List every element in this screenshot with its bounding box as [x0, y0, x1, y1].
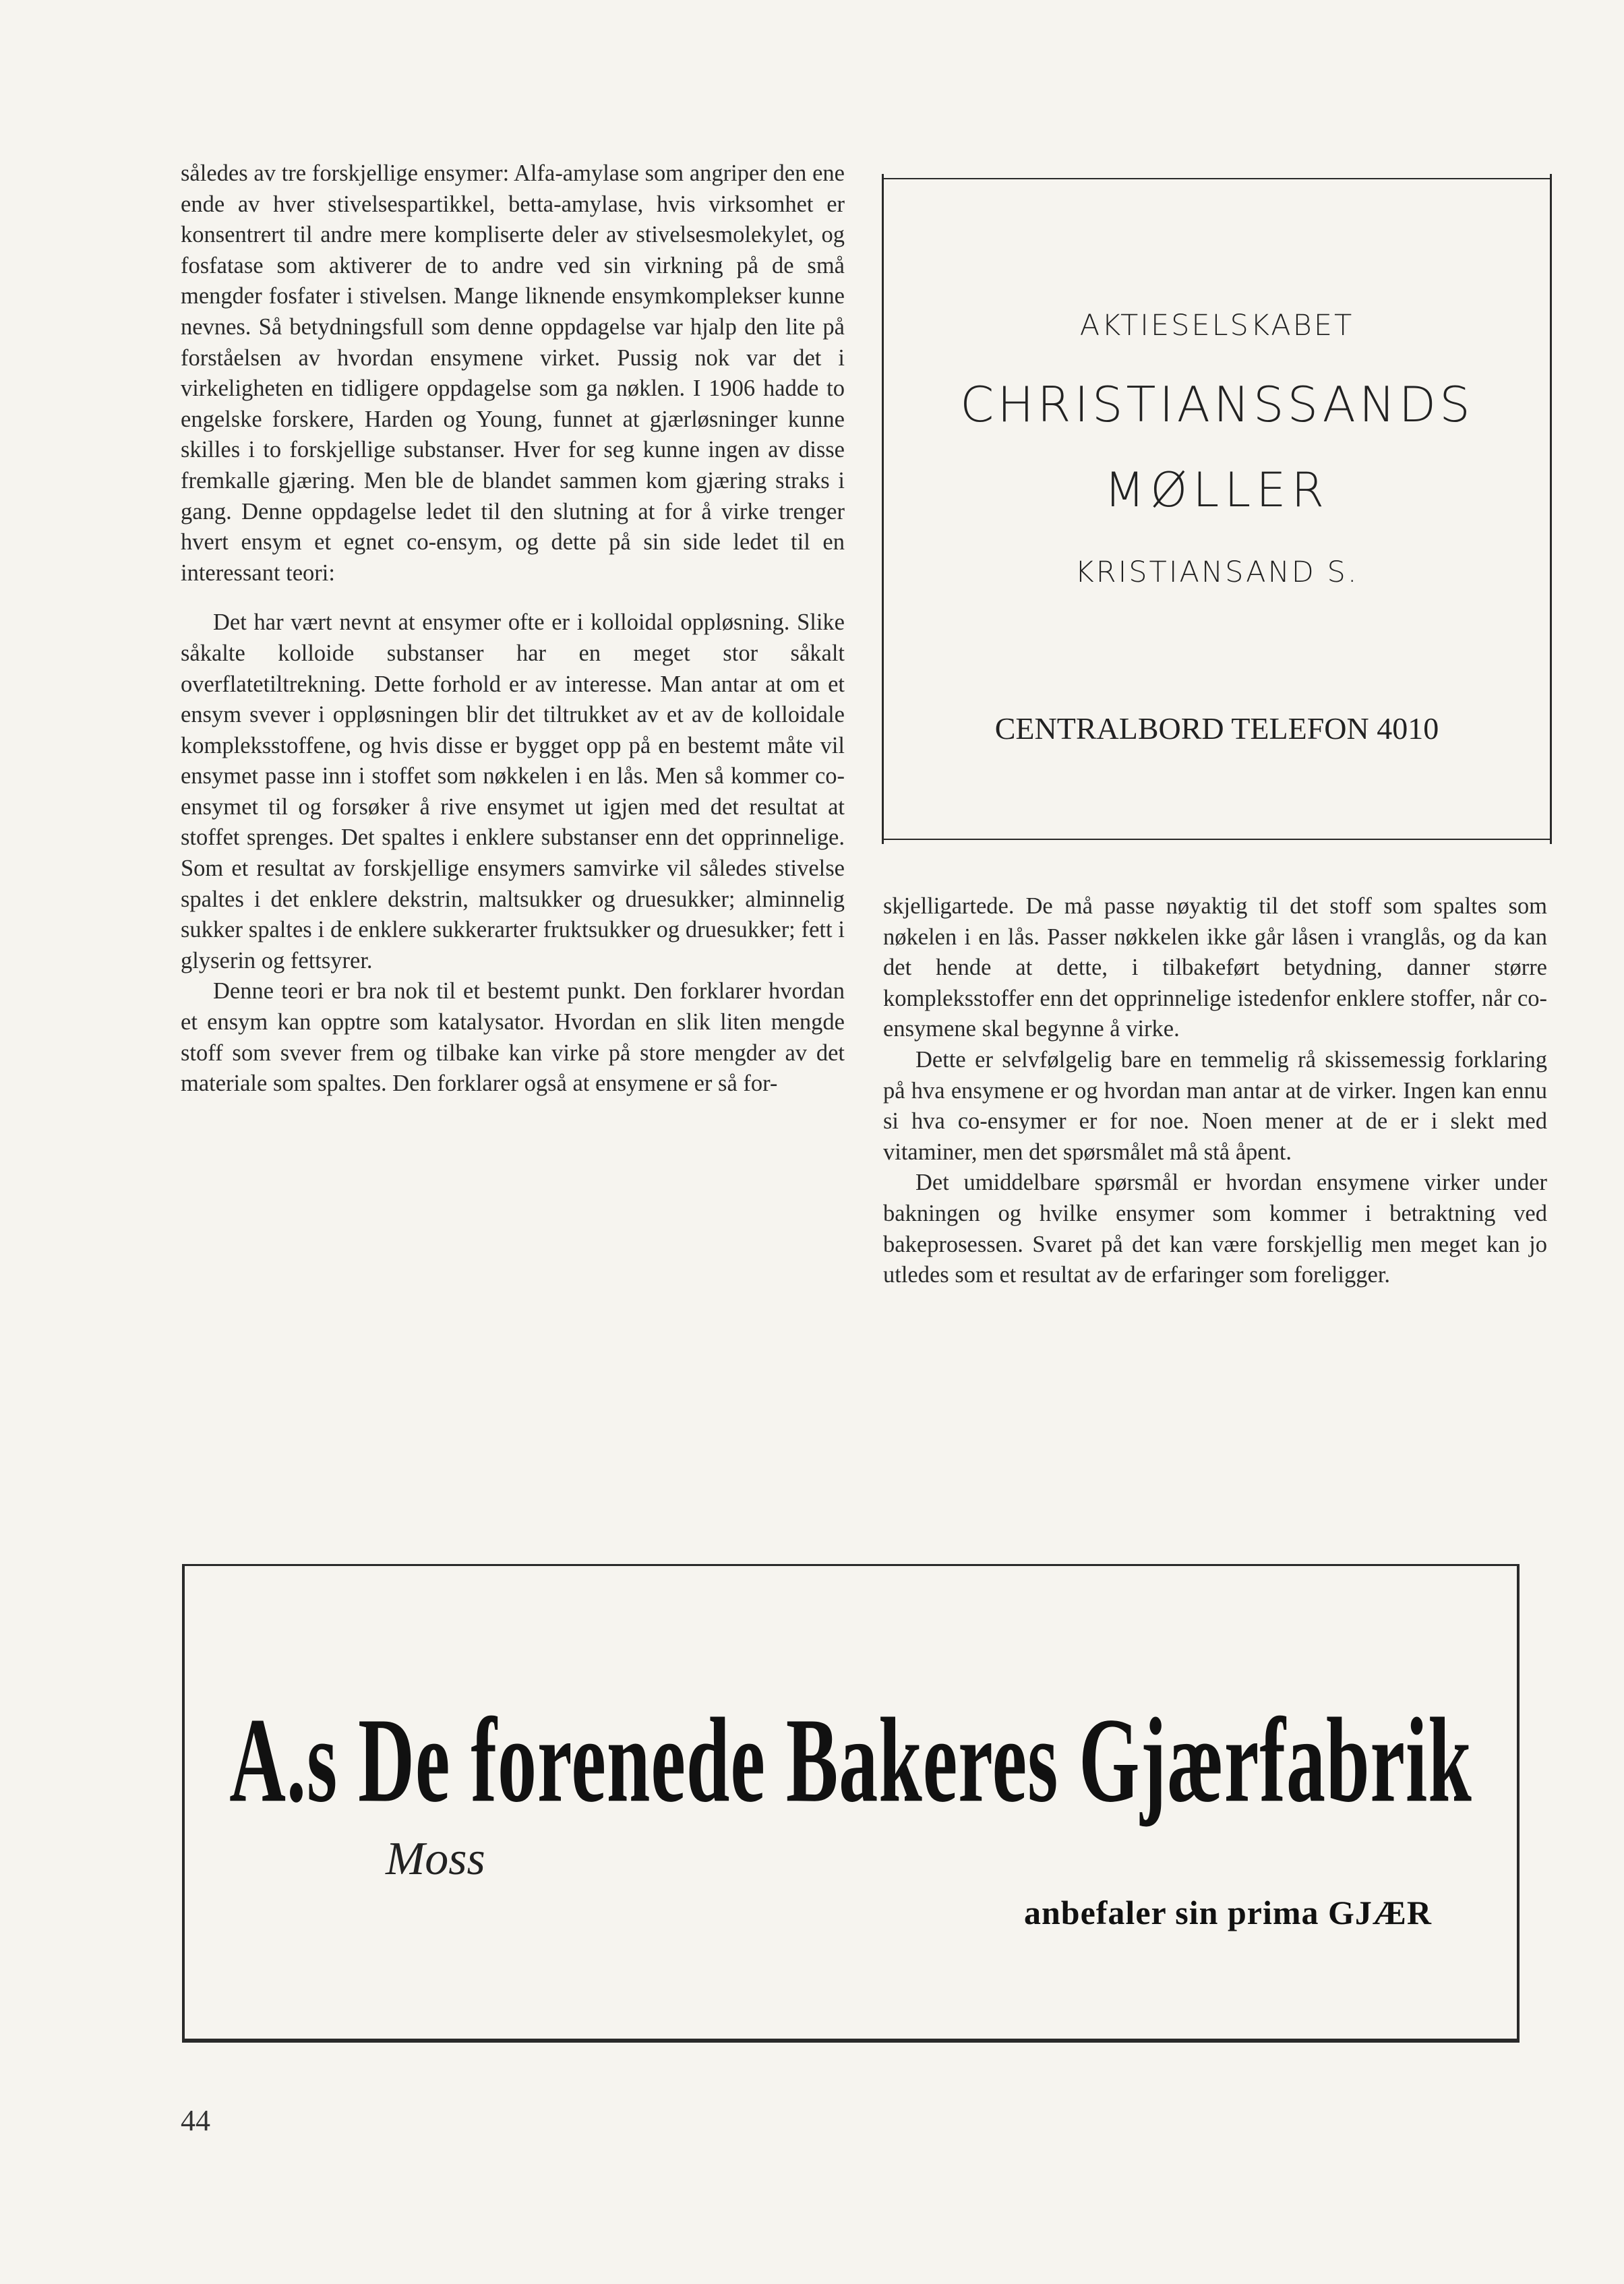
paragraph: Det har vært nevnt at ensymer ofte er i kolloidal oppløsning. Slike såkalte kolloide substanser har en meget stor såkalt overflatetiltrekning. Dette forhold er av interesse. Man antar at om et ensym svever i oppløsningen blir det tiltrukket av et av de kolloidale kompleksstoffene, og hvis disse er bygget opp på en bestemt måte vil ensymet passe inn i stoffet som nøkkelen i en lås. Men så kommer co-ensymet til og forsøker å rive ensymet ut igjen med det resultat at stoffet sprenges. Det spaltes i enklere substanser enn det opprinnelige. Som et resultat av forskjellige ensymers samvirke vil således stivelse spaltes i det enklere dekstrin, maltsukker og druesukker; alminnelig sukker spaltes i de enklere sukkerarter fruktsukker og druesukker; fett i glyserin og fettsyrer.: [181, 609, 845, 973]
advertisement-christianssands-moller: [882, 174, 1552, 844]
ad-rule-top: [882, 178, 1552, 179]
paragraph: således av tre forskjellige ensymer: Alfa-amylase som angriper den ene ende av hver stivelsespartikkel, betta-amylase, hvis virksomhet er konsentrert til andre mere kompliserte deler av stivelsesmolekylet, og fosfatase som aktiverer de to andre ved sin virkning på de små mengder fosfater i stivelsen. Mange liknende ensymkomplekser kunne nevnes. Så betydningsfull som denne oppdagelse var hjalp den lite på forståelsen av hvordan ensymene virket. Pussig nok var det i virkeligheten en tidligere oppdagelse som ga nøklen. I 1906 hadde to engelske forskere, Harden og Young, funnet at gjærløsninger kunne skilles i to forskjellige substanser. Hver for seg kunne ingen av disse fremkalle gjæring. Men ble de blandet sammen kom gjæring straks i gang. Denne oppdagelse ledet til den slutning at for å virke trenger hvert ensym et egnet co-ensym, og dette på sin side ledet til en interessant teori:: [181, 160, 845, 586]
ad-city: KRISTIANSAND S.: [1075, 555, 1359, 589]
ad-city: Moss: [386, 1833, 485, 1885]
paragraph: Denne teori er bra nok til et bestemt punkt. Den forklarer hvordan et ensym kan opptre som katalysator. Hvordan en slik liten mengde stoff som svever frem og tilbake kan virke på store mengder av det materiale som spaltes. Den forklarer også at ensymene er så for-: [181, 978, 845, 1097]
advertisement-gjaerfabrik: [182, 1564, 1520, 2043]
ad-phone: CENTRALBORD TELEFON 4010: [994, 711, 1439, 746]
article-left-column: [181, 158, 845, 1100]
article-right-column: [883, 891, 1547, 1291]
ad-company-name-2: MØLLER: [1104, 462, 1330, 518]
ad-tagline: anbefaler sin prima GJÆR: [1023, 1894, 1432, 1931]
ad-rule-top: [182, 1564, 1520, 1566]
ad-rule-bottom: [882, 839, 1552, 840]
paragraph: Det umiddelbare spørsmål er hvordan ensymene virker under bakningen og hvilke ensymer som kommer i betraktning ved bakeprosessen. Svaret på det kan være forskjellig men meget kan jo utledes som et resultat av de erfaringer som foreligger.: [883, 1170, 1547, 1288]
ad-rule-bottom: [182, 2039, 1520, 2043]
paragraph: skjelligartede. De må passe nøyaktig til det stoff som spaltes som nøkelen i en lås. Passer nøkkelen ikke går låsen i vranglås, og da kan det hende at dette, i tilbakeført betydning, danner større kompleksstoffer enn det opprinnelige istedenfor enklere stoffer, når co-ensymene skal begynne å virke.: [883, 893, 1547, 1042]
ad-title: A.s De forenede Bakeres Gjærfabrik: [229, 1694, 1472, 1828]
paragraph: Dette er selvfølgelig bare en temmelig rå skissemessig forklaring på hva ensymene er og hvordan man antar at de virker. Ingen kan ennu si hva co-ensymer er for noe. Noen mener at de er i slekt med vitaminer, men det spørsmålet må stå åpent.: [883, 1046, 1547, 1165]
ad-company-name: CHRISTIANSSANDS: [960, 376, 1474, 433]
page-number: 44: [181, 2104, 210, 2137]
ad-company-type: AKTIESELSKABET: [1079, 309, 1354, 342]
